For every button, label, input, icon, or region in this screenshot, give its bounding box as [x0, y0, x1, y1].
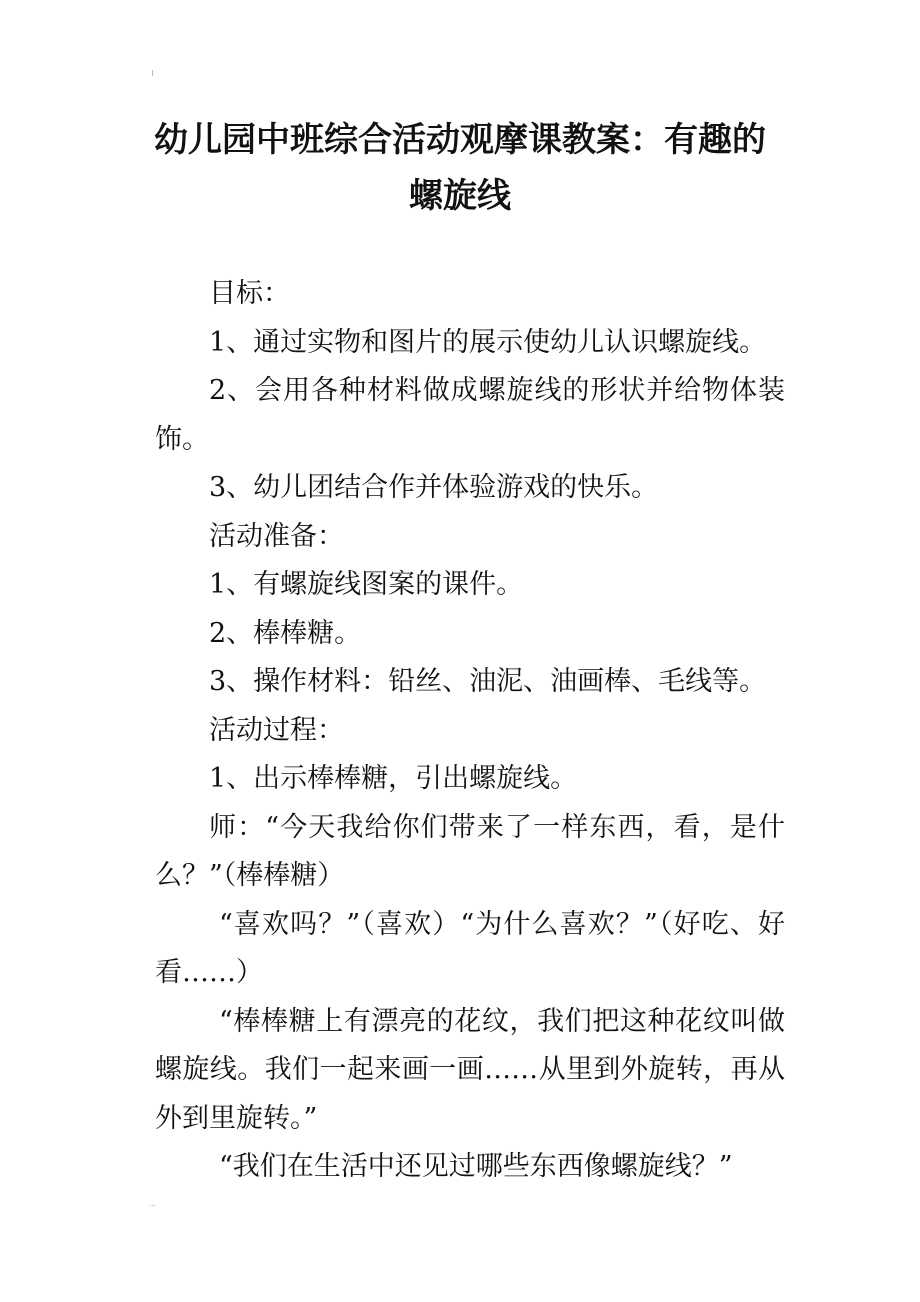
section-heading-process: 活动过程： — [209, 714, 344, 746]
document-title: 幼儿园中班综合活动观摩课教案：有趣的螺旋线 — [154, 120, 766, 216]
page-corner-mark-top — [152, 70, 156, 76]
dialogue-paragraph: “棒棒糖上有漂亮的花纹，我们把这种花纹叫做螺旋线。我们一起来画一画……从里到外旋转，再从外到里旋转。” — [155, 1005, 785, 1134]
process-step-1: 1、出示棒棒糖，引出螺旋线。 — [209, 763, 578, 794]
goal-item-3: 3、幼儿团结合作并体验游戏的快乐。 — [209, 472, 659, 503]
dialogue-paragraph: 师：“今天我给你们带来了一样东西，看，是什么？”（棒棒糖） — [155, 811, 785, 891]
page-corner-mark-bottom — [150, 1200, 155, 1206]
preparation-item-1: 1、有螺旋线图案的课件。 — [209, 569, 524, 600]
preparation-item-3: 3、操作材料：铅丝、油泥、油画棒、毛线等。 — [209, 666, 767, 697]
preparation-item-2: 2、棒棒糖。 — [209, 617, 362, 649]
document-body — [155, 270, 785, 1192]
dialogue-paragraph: “我们在生活中还见过哪些东西像螺旋线？” — [219, 1151, 733, 1182]
dialogue-paragraph: “喜欢吗？”（喜欢）“为什么喜欢？”（好吃、好看……） — [155, 908, 785, 988]
section-heading-preparation: 活动准备： — [209, 520, 344, 552]
goal-item-2: 2、会用各种材料做成螺旋线的形状并给物体装饰。 — [155, 375, 785, 455]
goal-item-1: 1、通过实物和图片的展示使幼儿认识螺旋线。 — [209, 326, 767, 358]
section-heading-goals: 目标： — [209, 278, 290, 309]
